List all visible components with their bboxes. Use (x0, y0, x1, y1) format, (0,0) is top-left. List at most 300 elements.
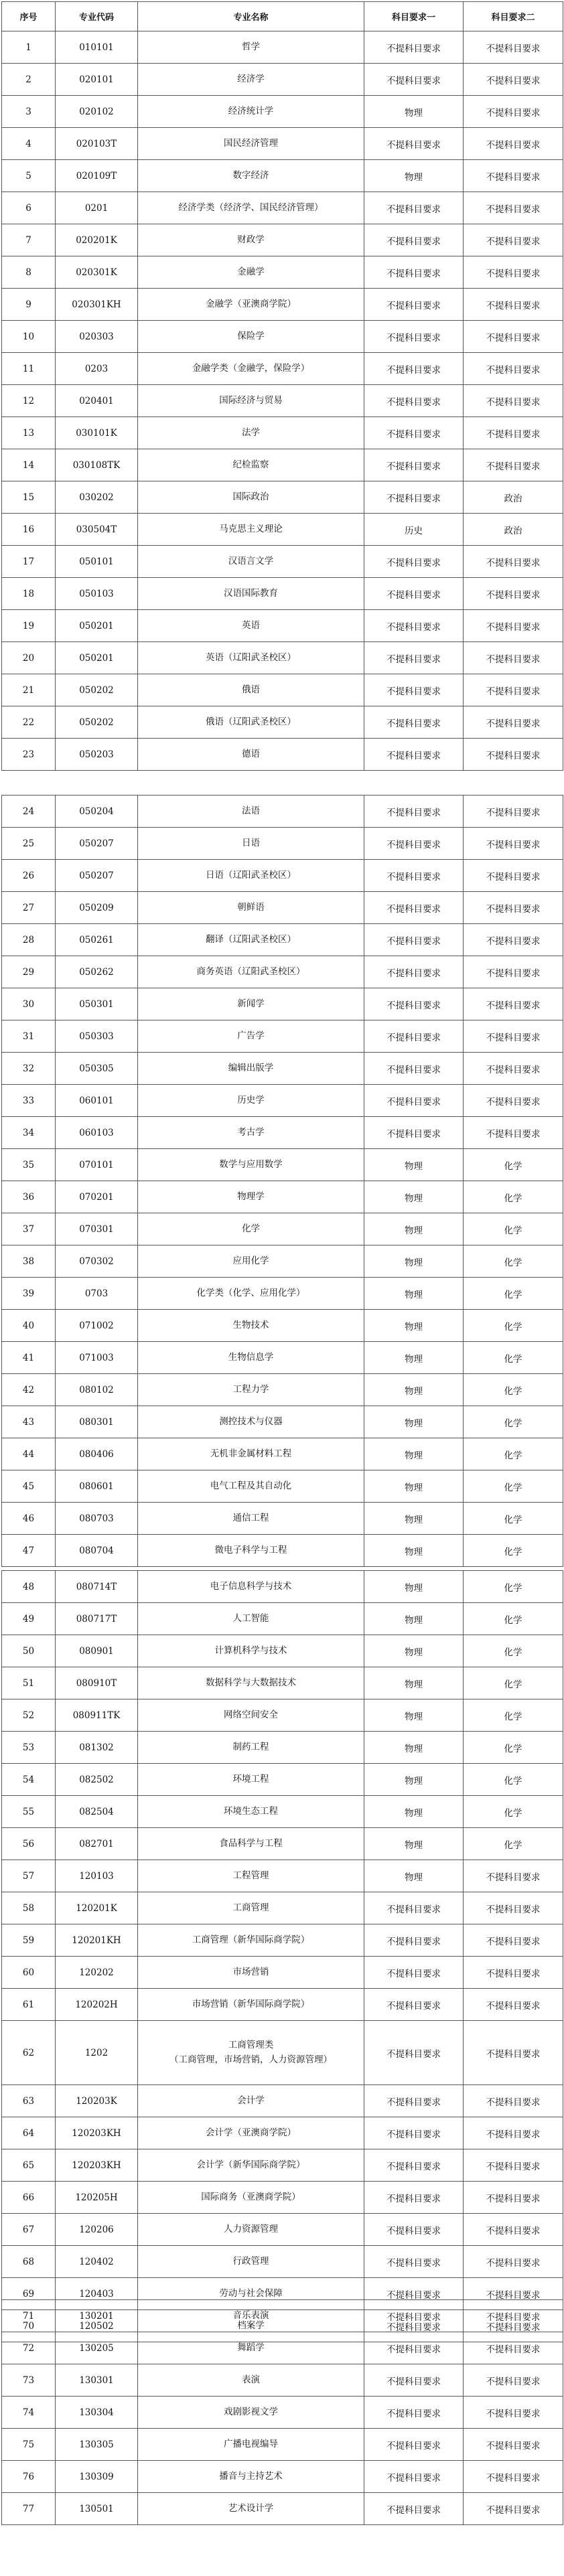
cell-requirement-2: 不提科目要求 (464, 31, 563, 64)
cell-code: 0201 (56, 192, 138, 224)
table-row (2, 256, 563, 289)
cell-requirement-2: 不提科目要求 (464, 160, 563, 192)
cell-index: 49 (2, 1603, 56, 1635)
cell-code: 080102 (56, 1374, 138, 1406)
cell-index: 26 (2, 860, 56, 892)
cell-requirement-1: 不提科目要求 (364, 1957, 464, 1989)
cell-requirement-2: 化学 (464, 1635, 563, 1667)
cell-index: 31 (2, 1020, 56, 1053)
cell-code: 120202H (56, 1989, 138, 2021)
cell-major-name: 应用化学 (138, 1245, 364, 1278)
cell-index: 48 (2, 1571, 56, 1603)
column-header: 专业名称 (138, 2, 364, 31)
table-row (2, 860, 563, 892)
cell-major-name: 化学 (138, 1213, 364, 1245)
cell-major-name: 金融学（亚澳商学院） (138, 289, 364, 321)
cell-code: 1202 (56, 2021, 138, 2085)
cell-index: 54 (2, 1764, 56, 1796)
cell-requirement-1: 不提科目要求 (364, 1892, 464, 1924)
table-row (2, 1603, 563, 1635)
cell-requirement-2: 不提科目要求 (464, 96, 563, 128)
cell-major-name: 编辑出版学 (138, 1053, 364, 1085)
cell-requirement-1: 不提科目要求 (364, 224, 464, 256)
cell-code: 020101 (56, 64, 138, 96)
cell-requirement-2: 不提科目要求 (464, 224, 563, 256)
cell-major-name: 微电子科学与工程 (138, 1535, 364, 1567)
cell-major-name: 国际商务（亚澳商学院） (138, 2182, 364, 2214)
cell-code: 050202 (56, 674, 138, 706)
cell-major-name: 档案学 (138, 2310, 364, 2342)
cell-requirement-2: 不提科目要求 (464, 321, 563, 353)
table-row (2, 1892, 563, 1924)
table-row (2, 610, 563, 642)
cell-requirement-2: 不提科目要求 (464, 2214, 563, 2246)
table-row (2, 1245, 563, 1278)
cell-major-name: 纪检监察 (138, 449, 364, 481)
table-row (2, 1310, 563, 1342)
cell-requirement-2: 不提科目要求 (464, 192, 563, 224)
cell-index: 66 (2, 2182, 56, 2214)
table-row (2, 1374, 563, 1406)
cell-requirement-1: 物理 (364, 1571, 464, 1603)
cell-requirement-2: 化学 (464, 1535, 563, 1567)
table-row (2, 160, 563, 192)
cell-major-name: 数学与应用数学 (138, 1149, 364, 1181)
cell-requirement-1: 不提科目要求 (364, 2021, 464, 2085)
cell-requirement-1: 不提科目要求 (364, 2429, 464, 2461)
cell-code: 120502 (56, 2310, 138, 2342)
cell-code: 080601 (56, 1470, 138, 1503)
cell-code: 120203K (56, 2085, 138, 2117)
cell-code: 0703 (56, 1278, 138, 1310)
table-row (2, 2332, 563, 2364)
cell-index: 16 (2, 514, 56, 546)
cell-requirement-2: 政治 (464, 514, 563, 546)
cell-code: 050201 (56, 642, 138, 674)
cell-code: 080714T (56, 1571, 138, 1603)
cell-requirement-2: 不提科目要求 (464, 1085, 563, 1117)
cell-code: 070201 (56, 1181, 138, 1213)
cell-requirement-1: 不提科目要求 (364, 2332, 464, 2364)
table-row (2, 2246, 563, 2278)
column-header: 专业代码 (56, 2, 138, 31)
cell-requirement-1: 不提科目要求 (364, 1117, 464, 1149)
cell-requirement-2: 化学 (464, 1438, 563, 1470)
cell-requirement-2: 化学 (464, 1571, 563, 1603)
cell-requirement-1: 不提科目要求 (364, 2310, 464, 2342)
cell-index: 35 (2, 1149, 56, 1181)
cell-index: 75 (2, 2429, 56, 2461)
cell-requirement-1: 不提科目要求 (364, 353, 464, 385)
cell-major-name: 经济学类（经济学、国民经济管理） (138, 192, 364, 224)
cell-requirement-2: 化学 (464, 1764, 563, 1796)
table-row (2, 96, 563, 128)
cell-code: 050207 (56, 828, 138, 860)
cell-index: 24 (2, 795, 56, 828)
cell-requirement-1: 不提科目要求 (364, 449, 464, 481)
cell-code: 050202 (56, 706, 138, 739)
cell-requirement-2: 化学 (464, 1406, 563, 1438)
cell-requirement-2: 不提科目要求 (464, 2429, 563, 2461)
cell-code: 080717T (56, 1603, 138, 1635)
cell-major-name: 行政管理 (138, 2246, 364, 2278)
cell-requirement-1: 不提科目要求 (364, 1085, 464, 1117)
cell-index: 30 (2, 988, 56, 1020)
cell-index: 14 (2, 449, 56, 481)
table-row (2, 924, 563, 956)
table-row (2, 128, 563, 160)
cell-code: 020102 (56, 96, 138, 128)
cell-requirement-1: 不提科目要求 (364, 321, 464, 353)
cell-requirement-1: 不提科目要求 (364, 128, 464, 160)
cell-major-name: 网络空间安全 (138, 1699, 364, 1732)
cell-index: 60 (2, 1957, 56, 1989)
cell-code: 030101K (56, 417, 138, 449)
cell-requirement-1: 物理 (364, 1764, 464, 1796)
cell-index: 51 (2, 1667, 56, 1699)
cell-requirement-1: 不提科目要求 (364, 892, 464, 924)
cell-requirement-1: 物理 (364, 160, 464, 192)
table-row (2, 1571, 563, 1603)
cell-requirement-1: 物理 (364, 1310, 464, 1342)
cell-requirement-1: 不提科目要求 (364, 1053, 464, 1085)
cell-major-name: 日语（辽阳武圣校区） (138, 860, 364, 892)
table-row (2, 1149, 563, 1181)
cell-requirement-2: 化学 (464, 1374, 563, 1406)
cell-code: 130205 (56, 2332, 138, 2364)
cell-requirement-2: 不提科目要求 (464, 385, 563, 417)
cell-requirement-1: 物理 (364, 1149, 464, 1181)
cell-major-name: 工程力学 (138, 1374, 364, 1406)
cell-requirement-1: 不提科目要求 (364, 1924, 464, 1957)
cell-index: 61 (2, 1989, 56, 2021)
cell-requirement-2: 不提科目要求 (464, 546, 563, 578)
cell-index: 5 (2, 160, 56, 192)
cell-major-name: 戏剧影视文学 (138, 2397, 364, 2429)
cell-index: 53 (2, 1732, 56, 1764)
cell-requirement-1: 物理 (364, 1342, 464, 1374)
major-table-section (1, 2299, 563, 2525)
cell-code: 130501 (56, 2493, 138, 2525)
cell-code: 120201K (56, 1892, 138, 1924)
cell-code: 020103T (56, 128, 138, 160)
cell-requirement-1: 不提科目要求 (364, 1020, 464, 1053)
cell-index: 7 (2, 224, 56, 256)
cell-requirement-1: 不提科目要求 (364, 289, 464, 321)
cell-requirement-2: 不提科目要求 (464, 2493, 563, 2525)
cell-index: 18 (2, 578, 56, 610)
cell-requirement-2: 不提科目要求 (464, 256, 563, 289)
cell-index: 22 (2, 706, 56, 739)
table-row (2, 546, 563, 578)
cell-requirement-2: 不提科目要求 (464, 642, 563, 674)
cell-requirement-2: 化学 (464, 1699, 563, 1732)
table-row (2, 2117, 563, 2149)
cell-index: 67 (2, 2214, 56, 2246)
cell-code: 080901 (56, 1635, 138, 1667)
table-row (2, 2397, 563, 2429)
table-row (2, 2149, 563, 2182)
cell-major-name: 数据科学与大数据技术 (138, 1667, 364, 1699)
cell-requirement-2: 不提科目要求 (464, 2332, 563, 2364)
cell-requirement-1: 物理 (364, 96, 464, 128)
cell-major-name: 新闻学 (138, 988, 364, 1020)
table-row (2, 2429, 563, 2461)
cell-code: 080406 (56, 1438, 138, 1470)
cell-requirement-2: 不提科目要求 (464, 610, 563, 642)
table-row (2, 64, 563, 96)
cell-index: 58 (2, 1892, 56, 1924)
cell-requirement-2: 不提科目要求 (464, 289, 563, 321)
cell-code: 060103 (56, 1117, 138, 1149)
cell-index: 45 (2, 1470, 56, 1503)
cell-index: 52 (2, 1699, 56, 1732)
cell-requirement-2: 不提科目要求 (464, 2300, 563, 2332)
table-row (2, 2021, 563, 2085)
cell-requirement-1: 不提科目要求 (364, 956, 464, 988)
cell-major-name: 财政学 (138, 224, 364, 256)
cell-major-name: 工程管理 (138, 1860, 364, 1892)
cell-code: 050207 (56, 860, 138, 892)
table-row (2, 578, 563, 610)
column-header: 科目要求二 (464, 2, 563, 31)
cell-major-name: 会计学（亚澳商学院） (138, 2117, 364, 2149)
cell-code: 120206 (56, 2214, 138, 2246)
cell-requirement-1: 物理 (364, 1860, 464, 1892)
table-row (2, 1535, 563, 1567)
cell-requirement-1: 历史 (364, 514, 464, 546)
cell-code: 120202 (56, 1957, 138, 1989)
cell-requirement-1: 不提科目要求 (364, 2214, 464, 2246)
cell-index: 56 (2, 1828, 56, 1860)
cell-requirement-2: 不提科目要求 (464, 2364, 563, 2397)
cell-requirement-2: 不提科目要求 (464, 1989, 563, 2021)
cell-major-name: 哲学 (138, 31, 364, 64)
cell-major-name: 考古学 (138, 1117, 364, 1149)
cell-index: 8 (2, 256, 56, 289)
cell-major-name: 俄语 (138, 674, 364, 706)
cell-requirement-1: 不提科目要求 (364, 481, 464, 514)
cell-code: 050305 (56, 1053, 138, 1085)
cell-index: 74 (2, 2397, 56, 2429)
cell-index: 36 (2, 1181, 56, 1213)
cell-requirement-1: 不提科目要求 (364, 578, 464, 610)
cell-index: 15 (2, 481, 56, 514)
cell-requirement-1: 物理 (364, 1699, 464, 1732)
cell-index: 11 (2, 353, 56, 385)
cell-index: 12 (2, 385, 56, 417)
table-row (2, 1053, 563, 1085)
table-row (2, 1635, 563, 1667)
cell-requirement-2: 化学 (464, 1796, 563, 1828)
column-header: 序号 (2, 2, 56, 31)
cell-code: 030504T (56, 514, 138, 546)
cell-requirement-1: 物理 (364, 1374, 464, 1406)
cell-requirement-2: 不提科目要求 (464, 674, 563, 706)
cell-index: 19 (2, 610, 56, 642)
cell-major-name: 保险学 (138, 321, 364, 353)
cell-code: 130201 (56, 2300, 138, 2332)
table-row (2, 1924, 563, 1957)
cell-code: 080910T (56, 1667, 138, 1699)
cell-requirement-1: 不提科目要求 (364, 2364, 464, 2397)
table-row (2, 828, 563, 860)
cell-code: 050204 (56, 795, 138, 828)
table-row (2, 1957, 563, 1989)
cell-index: 46 (2, 1503, 56, 1535)
cell-requirement-2: 化学 (464, 1667, 563, 1699)
cell-major-name: 工商管理（新华国际商学院） (138, 1924, 364, 1957)
cell-index: 34 (2, 1117, 56, 1149)
cell-index: 50 (2, 1635, 56, 1667)
cell-requirement-2: 不提科目要求 (464, 128, 563, 160)
table-row (2, 1213, 563, 1245)
cell-index: 40 (2, 1310, 56, 1342)
cell-major-name: 国际经济与贸易 (138, 385, 364, 417)
cell-requirement-1: 不提科目要求 (364, 417, 464, 449)
cell-requirement-1: 物理 (364, 1278, 464, 1310)
cell-index: 32 (2, 1053, 56, 1085)
cell-requirement-2: 不提科目要求 (464, 924, 563, 956)
cell-major-name: 计算机科学与技术 (138, 1635, 364, 1667)
cell-major-name: 无机非金属材料工程 (138, 1438, 364, 1470)
cell-major-name: 广播电视编导 (138, 2429, 364, 2461)
cell-major-name: 经济统计学 (138, 96, 364, 128)
cell-code: 130305 (56, 2429, 138, 2461)
table-row (2, 1667, 563, 1699)
cell-code: 120205H (56, 2182, 138, 2214)
table-row (2, 385, 563, 417)
table-row (2, 192, 563, 224)
cell-code: 050262 (56, 956, 138, 988)
cell-requirement-1: 不提科目要求 (364, 385, 464, 417)
cell-requirement-1: 不提科目要求 (364, 828, 464, 860)
cell-code: 020401 (56, 385, 138, 417)
cell-major-name: 市场营销 (138, 1957, 364, 1989)
cell-code: 080703 (56, 1503, 138, 1535)
cell-requirement-1: 不提科目要求 (364, 610, 464, 642)
cell-major-name: 音乐表演 (138, 2300, 364, 2332)
table-row (2, 642, 563, 674)
cell-requirement-1: 不提科目要求 (364, 795, 464, 828)
cell-index: 28 (2, 924, 56, 956)
cell-index: 9 (2, 289, 56, 321)
cell-requirement-2: 不提科目要求 (464, 2021, 563, 2085)
table-row (2, 2182, 563, 2214)
cell-index: 65 (2, 2149, 56, 2182)
table-row (2, 1764, 563, 1796)
cell-requirement-1: 不提科目要求 (364, 2493, 464, 2525)
cell-index: 4 (2, 128, 56, 160)
cell-requirement-1: 物理 (364, 1438, 464, 1470)
cell-major-name: 艺术设计学 (138, 2493, 364, 2525)
cell-major-name: 舞蹈学 (138, 2332, 364, 2364)
cell-major-name: 人力资源管理 (138, 2214, 364, 2246)
cell-code: 020201K (56, 224, 138, 256)
table-row (2, 417, 563, 449)
cell-requirement-1: 不提科目要求 (364, 706, 464, 739)
cell-code: 082504 (56, 1796, 138, 1828)
cell-requirement-2: 不提科目要求 (464, 860, 563, 892)
cell-major-name: 表演 (138, 2364, 364, 2397)
cell-requirement-1: 物理 (364, 1470, 464, 1503)
cell-code: 030202 (56, 481, 138, 514)
cell-requirement-2: 不提科目要求 (464, 1924, 563, 1957)
cell-requirement-2: 不提科目要求 (464, 2310, 563, 2342)
cell-requirement-2: 化学 (464, 1470, 563, 1503)
table-row (2, 31, 563, 64)
table-row (2, 449, 563, 481)
cell-requirement-2: 不提科目要求 (464, 2085, 563, 2117)
cell-major-name: 英语 (138, 610, 364, 642)
cell-requirement-2: 化学 (464, 1278, 563, 1310)
table-row (2, 1828, 563, 1860)
cell-requirement-1: 不提科目要求 (364, 642, 464, 674)
cell-code: 050261 (56, 924, 138, 956)
table-row (2, 1796, 563, 1828)
cell-index: 71 (2, 2300, 56, 2332)
cell-requirement-1: 物理 (364, 1535, 464, 1567)
table-row (2, 2214, 563, 2246)
cell-code: 120402 (56, 2246, 138, 2278)
cell-major-name: 法学 (138, 417, 364, 449)
cell-major-name: 德语 (138, 739, 364, 771)
table-row (2, 514, 563, 546)
cell-index: 41 (2, 1342, 56, 1374)
table-row (2, 1699, 563, 1732)
cell-requirement-1: 不提科目要求 (364, 546, 464, 578)
cell-requirement-2: 化学 (464, 1213, 563, 1245)
cell-index: 20 (2, 642, 56, 674)
table-row (2, 892, 563, 924)
cell-major-name: 国际政治 (138, 481, 364, 514)
cell-code: 050103 (56, 578, 138, 610)
cell-major-name: 俄语（辽阳武圣校区） (138, 706, 364, 739)
cell-code: 020301KH (56, 289, 138, 321)
table-row (2, 1470, 563, 1503)
cell-index: 37 (2, 1213, 56, 1245)
cell-requirement-2: 政治 (464, 481, 563, 514)
cell-requirement-1: 物理 (364, 1667, 464, 1699)
cell-requirement-2: 不提科目要求 (464, 2246, 563, 2278)
table-row (2, 481, 563, 514)
cell-requirement-2: 不提科目要求 (464, 1117, 563, 1149)
cell-index: 10 (2, 321, 56, 353)
cell-code: 071003 (56, 1342, 138, 1374)
cell-requirement-1: 物理 (364, 1213, 464, 1245)
cell-index: 3 (2, 96, 56, 128)
cell-requirement-2: 化学 (464, 1828, 563, 1860)
cell-requirement-2: 不提科目要求 (464, 1892, 563, 1924)
cell-index: 21 (2, 674, 56, 706)
table-row (2, 1117, 563, 1149)
cell-requirement-2: 化学 (464, 1310, 563, 1342)
cell-requirement-1: 物理 (364, 1828, 464, 1860)
cell-requirement-2: 化学 (464, 1342, 563, 1374)
table-row (2, 706, 563, 739)
cell-requirement-1: 不提科目要求 (364, 2461, 464, 2493)
cell-code: 130301 (56, 2364, 138, 2397)
cell-major-name: 市场营销（新华国际商学院） (138, 1989, 364, 2021)
cell-major-name: 测控技术与仪器 (138, 1406, 364, 1438)
cell-code: 050301 (56, 988, 138, 1020)
cell-code: 080704 (56, 1535, 138, 1567)
cell-code: 010101 (56, 31, 138, 64)
cell-index: 2 (2, 64, 56, 96)
cell-major-name: 国民经济管理 (138, 128, 364, 160)
cell-requirement-2: 化学 (464, 1603, 563, 1635)
cell-major-name: 朝鲜语 (138, 892, 364, 924)
